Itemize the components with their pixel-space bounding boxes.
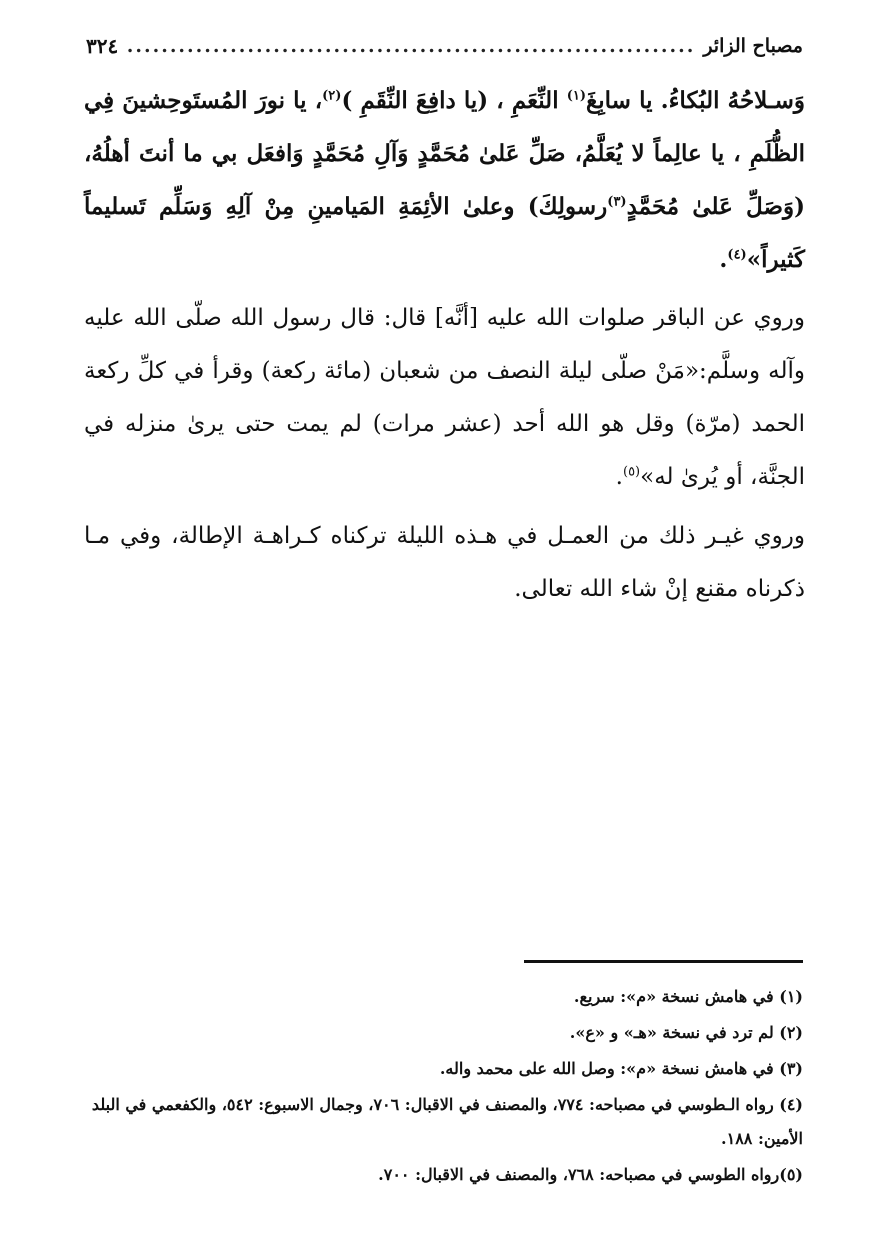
paragraph-supplication [84, 74, 805, 286]
footnote-3: (٣) في هامش نسخة «م»: وصل الله على محمد واله. [439, 1059, 803, 1078]
footnote-4: (٤) رواه الـطوسي في مصباحه: ٧٧٤، والمصنف في الاقبال: ٧٠٦، وجمال الاسبوع: ٥٤٢، والكفعمي في البلد الأمين: ١٨٨. [91, 1095, 803, 1148]
footnote-1: (١) في هامش نسخة «م»: سريع. [573, 987, 803, 1006]
footnote-separator [524, 960, 803, 963]
text-run: رسولِكَ) وعلىٰ الأئِمَةِ المَيامينِ مِنْ آلِهِ وَسَلِّم تَسليماً كَثيراً» [84, 193, 805, 273]
text-run: وروي غيـر ذلك من العمـل في هـذه الليلة تركناه كـراهـة الإطالة، وفي مـا ذكرناه مقنع إنْ شاء الله تعالى. [84, 523, 805, 602]
header-dot-leader [126, 35, 695, 57]
main-text [84, 74, 805, 622]
footnote-2: (٢) لم ترد في نسخة «هـ» و «ع». [569, 1023, 803, 1042]
book-title: مصباح الزائر [703, 35, 803, 57]
text-run: وَسـلاحُهُ البُكاءُ. يا سابِغَ [586, 87, 805, 114]
footnote-marker-3: (٣) [607, 194, 627, 210]
text-run: . [719, 246, 728, 273]
running-head [86, 28, 803, 64]
footnote-marker-4: (٤) [727, 247, 747, 263]
text-run: النِّعَمِ ، (يا دافِعَ النِّقَمِ ) [341, 87, 567, 114]
footnotes [84, 980, 803, 1194]
page-number: ٣٢٤ [86, 34, 119, 58]
text-run: وروي عن الباقر صلوات الله عليه [أنَّه] قال: قال رسول الله صلّى الله عليه وآله وسلَّم:«مَنْ صلّى ليلة النصف من شعبان (مائة ركعة) وقرأ في كلِّ ركعة الحمد (مرّة) وقل هو الله أحد (عشر مرات) لم يمت حتى يرىٰ منزله في الجنَّة، أو يُرىٰ له» [84, 305, 805, 490]
paragraph-narration [84, 292, 805, 504]
footnote-marker-1: (١) [566, 88, 587, 104]
paragraph-closing [84, 510, 805, 616]
footnote-marker-5: (٥) [622, 464, 641, 480]
footnote-marker-2: (٢) [322, 88, 342, 104]
text-run: . [615, 464, 623, 490]
text-run: ، يا نورَ المُستَوحِشينَ فِي الظُّلَمِ ، يا عالِماً لا يُعَلَّمُ، صَلِّ عَلىٰ مُحَمَّدٍ وَآلِ مُحَمَّدٍ وَافعَل بي ما أنتَ أهلُهُ، (وَصَلِّ عَلىٰ مُحَمَّدٍ [84, 87, 805, 220]
footnote-5: (٥)رواه الطوسي في مصباحه: ٧٦٨، والمصنف في الاقبال: ٧٠٠. [378, 1165, 803, 1184]
